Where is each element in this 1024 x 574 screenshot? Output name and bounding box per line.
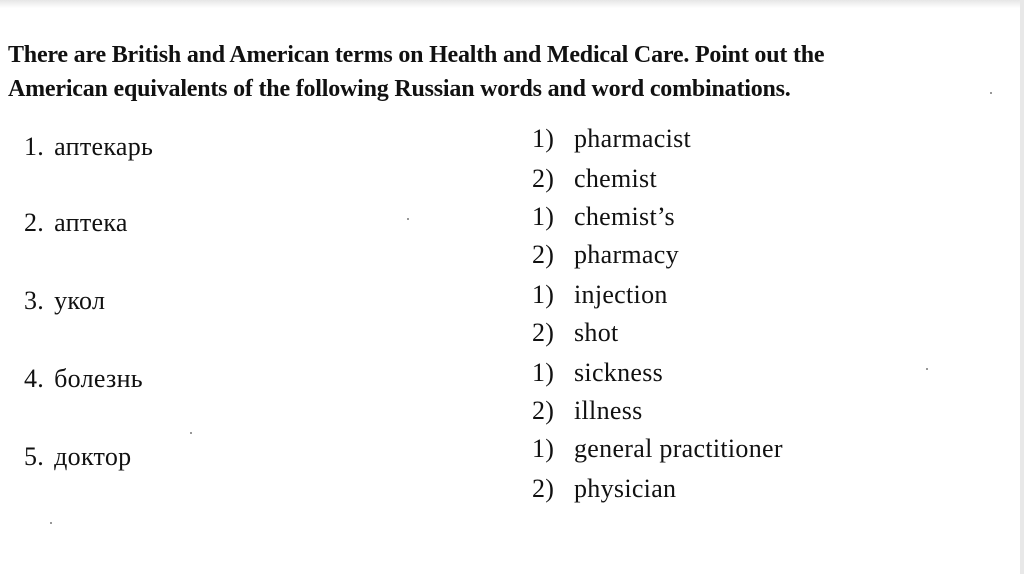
russian-word-number: 2. [24, 208, 45, 237]
scan-speck [990, 92, 992, 94]
russian-word-1 [24, 132, 153, 162]
english-term-number: 2) [532, 240, 555, 269]
english-term-4 [532, 240, 679, 270]
english-term-text: sickness [574, 358, 664, 387]
english-term-number: 2) [532, 318, 555, 347]
english-term-text: pharmacist [574, 124, 692, 153]
english-term-5 [532, 280, 668, 310]
english-term-7 [532, 358, 663, 388]
english-term-number: 1) [532, 202, 555, 231]
english-term-3 [532, 202, 675, 232]
task-line-2: American equivalents of the following Russian words and word combinations. [8, 76, 791, 102]
russian-word-text: аптекарь [54, 132, 154, 161]
english-term-number: 2) [532, 396, 555, 425]
english-term-2 [532, 164, 657, 194]
russian-word-text: болезнь [54, 364, 143, 393]
english-term-6 [532, 318, 619, 348]
russian-word-5 [24, 442, 131, 472]
english-term-number: 1) [532, 434, 555, 463]
scan-speck [50, 522, 52, 524]
english-term-8 [532, 396, 643, 426]
english-term-10 [532, 474, 676, 504]
english-term-text: general practitioner [574, 434, 783, 463]
english-term-number: 2) [532, 164, 555, 193]
task-instructions [8, 38, 1008, 106]
english-term-text: illness [574, 396, 643, 425]
scan-speck [190, 432, 192, 434]
english-term-number: 2) [532, 474, 555, 503]
russian-word-number: 3. [24, 286, 45, 315]
russian-word-3 [24, 286, 105, 316]
russian-word-number: 5. [24, 442, 45, 471]
english-term-text: pharmacy [574, 240, 679, 269]
scan-speck [926, 368, 928, 370]
right-edge-shadow [1020, 0, 1024, 574]
russian-word-4 [24, 364, 143, 394]
english-term-number: 1) [532, 358, 555, 387]
russian-word-number: 4. [24, 364, 45, 393]
english-term-number: 1) [532, 280, 555, 309]
russian-word-2 [24, 208, 128, 238]
english-term-text: shot [574, 318, 619, 347]
russian-word-text: укол [54, 286, 106, 315]
task-line-1: There are British and American terms on Health and Medical Care. Point out the [8, 42, 825, 68]
english-term-text: chemist’s [574, 202, 675, 231]
english-term-1 [532, 124, 691, 154]
english-term-text: chemist [574, 164, 657, 193]
english-term-9 [532, 434, 783, 464]
english-term-text: injection [574, 280, 668, 309]
scan-speck [407, 218, 409, 220]
russian-word-text: доктор [54, 442, 132, 471]
english-term-number: 1) [532, 124, 555, 153]
english-term-text: physician [574, 474, 677, 503]
russian-word-text: аптека [54, 208, 128, 237]
top-edge-shadow [0, 0, 1024, 8]
russian-word-number: 1. [24, 132, 45, 161]
